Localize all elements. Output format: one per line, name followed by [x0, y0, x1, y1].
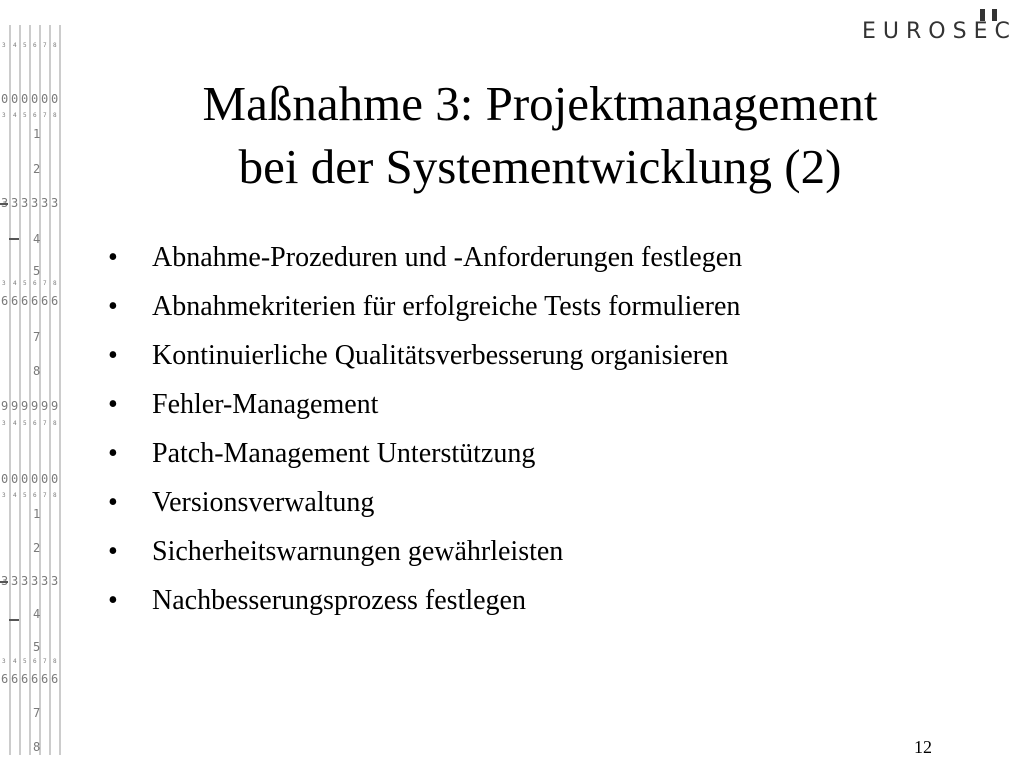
svg-text:7: 7	[43, 42, 47, 49]
svg-text:0: 0	[41, 472, 49, 486]
bullet-icon: •	[108, 340, 118, 371]
svg-text:7: 7	[33, 330, 41, 344]
svg-text:6: 6	[11, 294, 19, 308]
svg-text:3: 3	[51, 196, 59, 210]
svg-text:6: 6	[33, 112, 37, 119]
svg-text:8: 8	[53, 420, 57, 427]
list-item-text: Versionsverwaltung	[152, 487, 375, 518]
svg-text:3: 3	[2, 492, 6, 499]
list-item	[108, 335, 742, 384]
svg-text:3: 3	[51, 574, 59, 588]
svg-text:3: 3	[2, 280, 6, 287]
svg-text:8: 8	[33, 740, 41, 754]
svg-text:4: 4	[13, 420, 17, 427]
svg-text:6: 6	[31, 294, 39, 308]
svg-text:6: 6	[33, 42, 37, 49]
svg-text:6: 6	[33, 492, 37, 499]
svg-text:9: 9	[21, 399, 29, 413]
bullet-icon: •	[108, 389, 118, 420]
svg-text:7: 7	[43, 658, 47, 665]
svg-text:0: 0	[31, 92, 39, 106]
svg-text:7: 7	[43, 280, 47, 287]
svg-text:7: 7	[33, 706, 41, 720]
svg-text:4: 4	[13, 492, 17, 499]
bullet-icon: •	[108, 438, 118, 469]
svg-text:4: 4	[13, 112, 17, 119]
svg-text:7: 7	[43, 420, 47, 427]
svg-text:0: 0	[1, 92, 9, 106]
svg-text:3: 3	[21, 574, 29, 588]
svg-text:3: 3	[31, 574, 39, 588]
slide-title-line-2: bei der Systementwicklung (2)	[238, 139, 842, 194]
svg-text:2: 2	[33, 162, 41, 176]
punch-card-strip-decoration	[0, 25, 80, 755]
svg-text:6: 6	[51, 672, 59, 686]
svg-text:6: 6	[21, 672, 29, 686]
bullet-icon: •	[108, 536, 118, 567]
svg-text:6: 6	[41, 672, 49, 686]
svg-text:1: 1	[33, 507, 41, 521]
svg-text:8: 8	[53, 112, 57, 119]
svg-text:9: 9	[51, 399, 59, 413]
svg-text:7: 7	[43, 492, 47, 499]
logo-text: EUROSEC	[862, 19, 1017, 44]
svg-text:5: 5	[23, 112, 27, 119]
svg-text:8: 8	[53, 492, 57, 499]
bullet-icon: •	[108, 291, 118, 322]
svg-text:8: 8	[53, 42, 57, 49]
svg-text:8: 8	[53, 658, 57, 665]
svg-text:0: 0	[1, 472, 9, 486]
list-item-text: Kontinuierliche Qualitätsverbesserung organisieren	[152, 340, 729, 371]
svg-text:3: 3	[41, 196, 49, 210]
svg-text:6: 6	[51, 294, 59, 308]
svg-text:4: 4	[13, 280, 17, 287]
svg-text:3: 3	[31, 196, 39, 210]
list-item-text: Nachbesserungsprozess festlegen	[152, 585, 526, 616]
bullet-icon: •	[108, 585, 118, 616]
svg-text:0: 0	[21, 472, 29, 486]
svg-text:6: 6	[41, 294, 49, 308]
svg-text:6: 6	[1, 294, 9, 308]
list-item-text: Sicherheitswarnungen gewährleisten	[152, 536, 564, 567]
svg-text:3: 3	[2, 112, 6, 119]
slide-title	[100, 72, 980, 198]
list-item	[108, 482, 742, 531]
svg-text:6: 6	[21, 294, 29, 308]
bullet-icon: •	[108, 487, 118, 518]
list-item-text: Fehler-Management	[152, 389, 379, 420]
svg-text:0: 0	[51, 472, 59, 486]
list-item	[108, 433, 742, 482]
svg-text:5: 5	[33, 264, 41, 278]
svg-text:0: 0	[41, 92, 49, 106]
svg-text:9: 9	[31, 399, 39, 413]
svg-text:6: 6	[1, 672, 9, 686]
list-item	[108, 286, 742, 335]
svg-text:7: 7	[43, 112, 47, 119]
svg-text:6: 6	[31, 672, 39, 686]
svg-text:0: 0	[21, 92, 29, 106]
svg-text:5: 5	[23, 280, 27, 287]
list-item	[108, 531, 742, 580]
list-item	[108, 237, 742, 286]
list-item-text: Abnahme-Prozeduren und -Anforderungen festlegen	[152, 242, 743, 273]
svg-text:5: 5	[23, 420, 27, 427]
svg-text:6: 6	[33, 658, 37, 665]
svg-text:3: 3	[11, 196, 19, 210]
svg-text:4: 4	[13, 658, 17, 665]
bullet-icon: •	[108, 242, 118, 273]
list-item	[108, 580, 742, 629]
svg-text:5: 5	[23, 492, 27, 499]
bullet-list	[108, 237, 742, 629]
svg-text:6: 6	[33, 420, 37, 427]
svg-text:6: 6	[33, 280, 37, 287]
svg-text:9: 9	[1, 399, 9, 413]
svg-text:0: 0	[31, 472, 39, 486]
svg-text:4: 4	[13, 42, 17, 49]
svg-text:0: 0	[11, 472, 19, 486]
svg-text:2: 2	[33, 541, 41, 555]
svg-text:1: 1	[33, 127, 41, 141]
svg-text:3: 3	[2, 420, 6, 427]
svg-text:5: 5	[33, 640, 41, 654]
slide-title-line-1: Maßnahme 3: Projektmanagement	[202, 76, 878, 131]
svg-text:9: 9	[11, 399, 19, 413]
svg-text:9: 9	[41, 399, 49, 413]
svg-text:3: 3	[2, 658, 6, 665]
svg-text:4: 4	[33, 607, 41, 621]
svg-text:8: 8	[33, 364, 41, 378]
svg-text:5: 5	[23, 42, 27, 49]
svg-text:3: 3	[41, 574, 49, 588]
list-item-text: Patch-Management Unterstützung	[152, 438, 536, 469]
svg-text:4: 4	[33, 232, 41, 246]
eurosec-logo	[862, 7, 1017, 47]
svg-text:0: 0	[51, 92, 59, 106]
page-number: 12	[914, 737, 932, 757]
svg-text:3: 3	[2, 42, 6, 49]
svg-text:5: 5	[23, 658, 27, 665]
list-item-text: Abnahmekriterien für erfolgreiche Tests formulieren	[152, 291, 741, 322]
svg-text:3: 3	[11, 574, 19, 588]
svg-text:3: 3	[21, 196, 29, 210]
list-item	[108, 384, 742, 433]
svg-text:8: 8	[53, 280, 57, 287]
svg-text:6: 6	[11, 672, 19, 686]
svg-text:0: 0	[11, 92, 19, 106]
